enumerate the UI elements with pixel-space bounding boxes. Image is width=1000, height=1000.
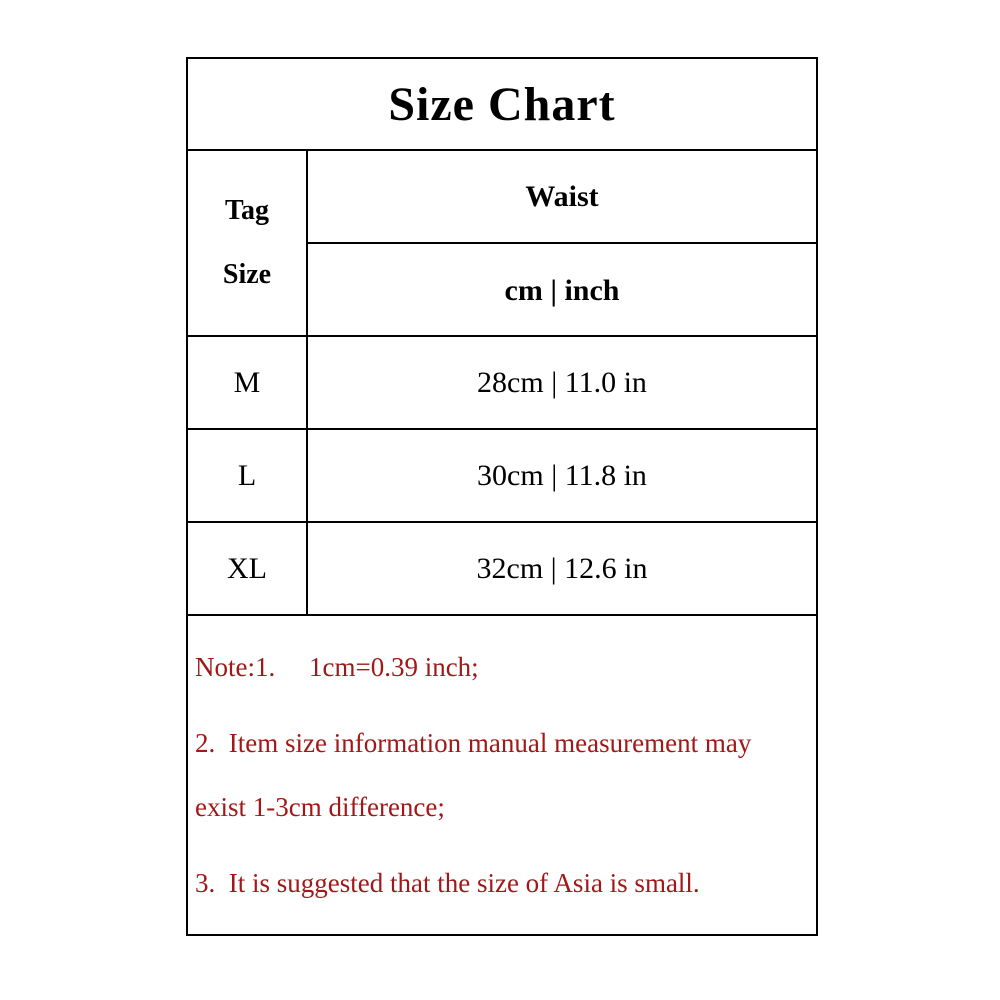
tag-size-header [188, 151, 308, 337]
note-line-4: 3. It is suggested that the size of Asia is small. [195, 868, 700, 898]
table-row-waist: 32cm | 12.6 in [308, 523, 816, 616]
size-chart-table [186, 57, 818, 936]
note-line-1: Note:1. 1cm=0.39 inch; [195, 652, 479, 682]
table-row-size: M [188, 337, 308, 430]
table-row-waist: 30cm | 11.8 in [308, 430, 816, 523]
table-row-waist: 28cm | 11.0 in [308, 337, 816, 430]
table-row-size: L [188, 430, 308, 523]
table-row-size: XL [188, 523, 308, 616]
unit-header: cm | inch [308, 244, 816, 337]
waist-header: Waist [308, 151, 816, 244]
note-line-2: 2. Item size information manual measurement may [195, 728, 752, 758]
tag-size-label-line2: Size [222, 259, 272, 290]
tag-size-label-line1: Tag [224, 195, 270, 226]
note-line-3: exist 1-3cm difference; [195, 792, 445, 822]
chart-title: Size Chart [188, 59, 816, 151]
notes-section [188, 616, 816, 934]
